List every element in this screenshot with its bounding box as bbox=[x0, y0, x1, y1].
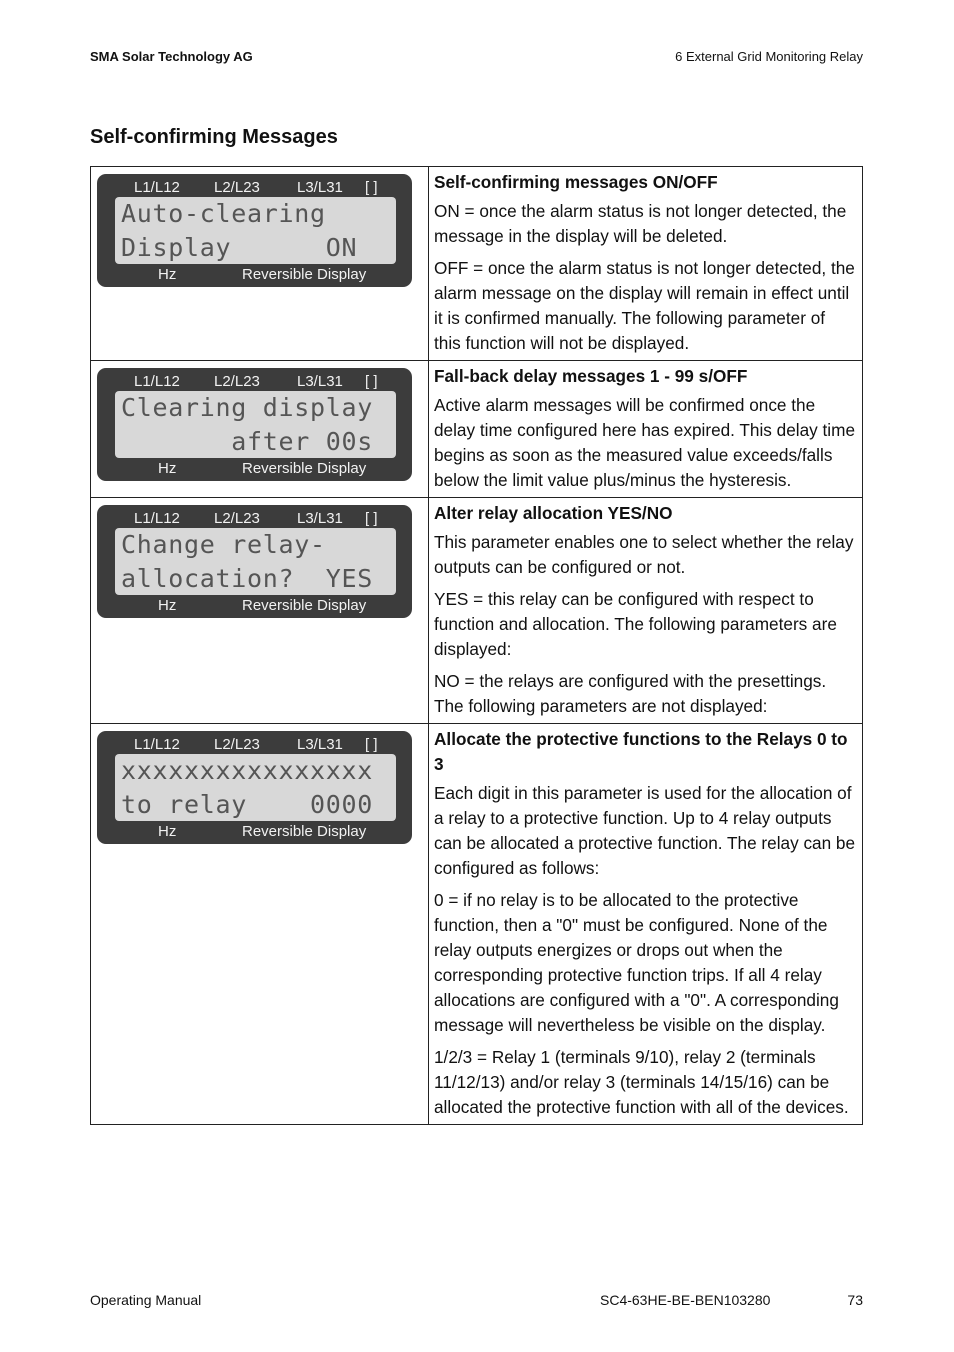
reversible-display-label: Reversible Display bbox=[242, 597, 367, 614]
phase3-label: L3/L31 bbox=[297, 736, 343, 753]
description-paragraph: 0 = if no relay is to be allocated to the protective function, then a "0" must be configured. None of the relay outputs energizes or drops out when the corresponding protective function trips. If all 4 relay allocations are configured with a "0". A corresponding message will nevertheless be visible on the display. bbox=[434, 890, 839, 1035]
description-paragraph: This parameter enables one to select whether the relay outputs can be configured or not. bbox=[434, 532, 854, 577]
parameter-title: Fall-back delay messages 1 - 99 s/OFF bbox=[434, 366, 748, 386]
reversible-display-label: Reversible Display bbox=[242, 266, 367, 283]
lcd-line-1: xxxxxxxxxxxxxxxx bbox=[121, 756, 374, 785]
lcd-screen bbox=[115, 528, 396, 595]
lcd-bottom-labels bbox=[97, 822, 412, 842]
lcd-display bbox=[97, 731, 412, 844]
bracket-label: [ ] bbox=[365, 179, 378, 196]
bracket-label: [ ] bbox=[365, 736, 378, 753]
display-cell bbox=[91, 724, 429, 1125]
phase3-label: L3/L31 bbox=[297, 373, 343, 390]
lcd-line-2: Display ON bbox=[121, 233, 358, 262]
footer-doc-code: SC4-63HE-BE-BEN103280 bbox=[600, 1292, 771, 1308]
hz-label: Hz bbox=[158, 597, 177, 614]
phase2-label: L2/L23 bbox=[214, 179, 260, 196]
phase1-label: L1/L12 bbox=[134, 373, 180, 390]
lcd-top-labels bbox=[97, 735, 412, 755]
phase3-label: L3/L31 bbox=[297, 179, 343, 196]
parameter-title: Alter relay allocation YES/NO bbox=[434, 503, 673, 523]
lcd-line-1: Change relay- bbox=[121, 530, 326, 559]
description-cell bbox=[429, 724, 863, 1125]
parameter-title: Self-confirming messages ON/OFF bbox=[434, 172, 718, 192]
parameter-row bbox=[91, 361, 863, 498]
lcd-bottom-labels bbox=[97, 596, 412, 616]
phase2-label: L2/L23 bbox=[214, 373, 260, 390]
lcd-bottom-labels bbox=[97, 265, 412, 285]
description-paragraph: 1/2/3 = Relay 1 (terminals 9/10), relay 2 (terminals 11/12/13) and/or relay 3 (terminals 14/15/16) can be allocated the protective function with all of the devices. bbox=[434, 1047, 849, 1117]
description-paragraph: Active alarm messages will be confirmed once the delay time configured here has expired. This delay time begins as soon as the measured value exceeds/falls below the limit value plus/minus the hysteresis. bbox=[434, 395, 856, 490]
section-title: Self-confirming Messages bbox=[90, 126, 338, 148]
lcd-screen bbox=[115, 754, 396, 821]
lcd-top-labels bbox=[97, 178, 412, 198]
lcd-line-2: to relay 0000 bbox=[121, 790, 374, 819]
phase1-label: L1/L12 bbox=[134, 510, 180, 527]
display-cell bbox=[91, 498, 429, 724]
description-paragraph: Each digit in this parameter is used for the allocation of a relay to a protective function. Up to 4 relay outputs can be allocated a protective function. The relay can be configured as follows: bbox=[434, 783, 856, 878]
header-chapter: 6 External Grid Monitoring Relay bbox=[675, 49, 863, 64]
phase3-label: L3/L31 bbox=[297, 510, 343, 527]
parameter-description bbox=[434, 199, 856, 356]
lcd-display bbox=[97, 174, 412, 287]
parameter-table bbox=[90, 166, 863, 1125]
description-paragraph: NO = the relays are configured with the presettings. The following parameters are not displayed: bbox=[434, 671, 827, 716]
hz-label: Hz bbox=[158, 823, 177, 840]
description-paragraph: YES = this relay can be configured with respect to function and allocation. The following parameters are displayed: bbox=[434, 589, 837, 659]
description-paragraph: OFF = once the alarm status is not longer detected, the alarm message on the display will remain in effect until it is confirmed manually. The following parameter of this function will not be displayed. bbox=[434, 258, 855, 353]
phase2-label: L2/L23 bbox=[214, 736, 260, 753]
parameter-description bbox=[434, 530, 856, 719]
display-cell bbox=[91, 361, 429, 498]
lcd-line-2: after 00s bbox=[121, 427, 374, 456]
parameter-row bbox=[91, 724, 863, 1125]
lcd-display bbox=[97, 505, 412, 618]
lcd-line-1: Clearing display bbox=[121, 393, 374, 422]
lcd-top-labels bbox=[97, 509, 412, 529]
lcd-line-1: Auto-clearing bbox=[121, 199, 326, 228]
lcd-bottom-labels bbox=[97, 459, 412, 479]
bracket-label: [ ] bbox=[365, 373, 378, 390]
header-company: SMA Solar Technology AG bbox=[90, 49, 253, 64]
lcd-display bbox=[97, 368, 412, 481]
hz-label: Hz bbox=[158, 266, 177, 283]
lcd-screen bbox=[115, 391, 396, 458]
lcd-screen bbox=[115, 197, 396, 264]
parameter-description bbox=[434, 781, 856, 1120]
description-paragraph: ON = once the alarm status is not longer detected, the message in the display will be deleted. bbox=[434, 201, 847, 246]
reversible-display-label: Reversible Display bbox=[242, 460, 367, 477]
lcd-line-2: allocation? YES bbox=[121, 564, 374, 593]
parameter-row bbox=[91, 167, 863, 361]
hz-label: Hz bbox=[158, 460, 177, 477]
phase1-label: L1/L12 bbox=[134, 736, 180, 753]
parameter-description bbox=[434, 393, 856, 493]
parameter-title: Allocate the protective functions to the Relays 0 to 3 bbox=[434, 729, 848, 774]
description-cell bbox=[429, 498, 863, 724]
footer-manual: Operating Manual bbox=[90, 1292, 202, 1308]
description-cell bbox=[429, 361, 863, 498]
bracket-label: [ ] bbox=[365, 510, 378, 527]
lcd-top-labels bbox=[97, 372, 412, 392]
parameter-row bbox=[91, 498, 863, 724]
reversible-display-label: Reversible Display bbox=[242, 823, 367, 840]
phase1-label: L1/L12 bbox=[134, 179, 180, 196]
footer-page-number: 73 bbox=[847, 1292, 863, 1308]
phase2-label: L2/L23 bbox=[214, 510, 260, 527]
description-cell bbox=[429, 167, 863, 361]
display-cell bbox=[91, 167, 429, 361]
